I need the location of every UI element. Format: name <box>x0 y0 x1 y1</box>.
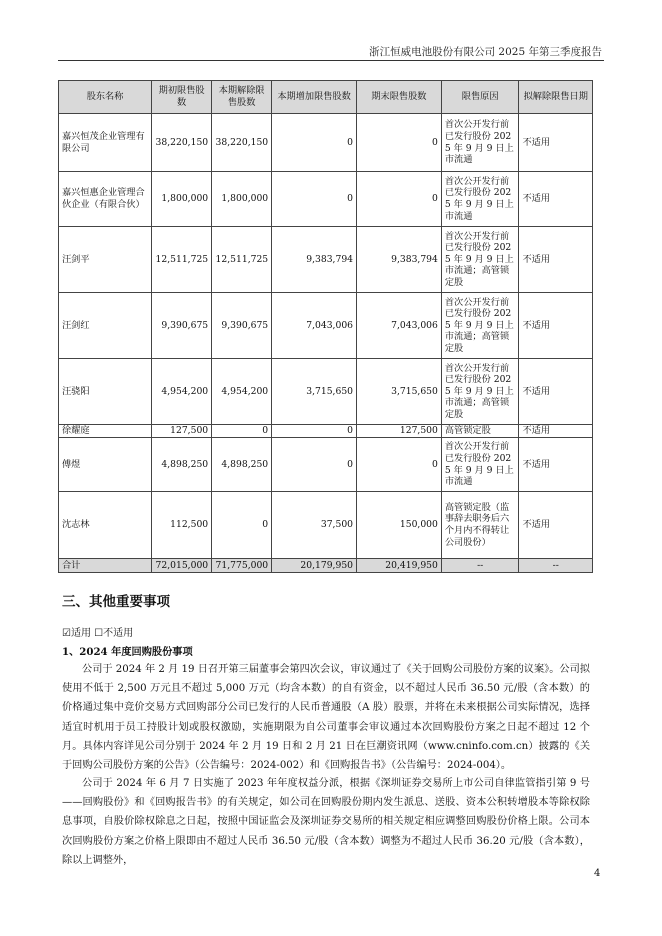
table-row <box>59 425 593 438</box>
added-shares: 7,043,006 <box>272 293 357 359</box>
end-shares: 0 <box>357 172 442 227</box>
applicable-label: 适用 <box>70 628 91 639</box>
restriction-reason: 高管锁定股（监事辞去职务后六个月内不得转让公司股份） <box>441 492 519 559</box>
released-shares: 4,954,200 <box>212 359 272 425</box>
subsection-title: 1、2024 年度回购股份事项 <box>62 646 193 658</box>
shareholder-name: 沈志林 <box>59 492 152 559</box>
checked-box-icon: ☑ <box>62 628 71 639</box>
not-applicable-label: 不适用 <box>103 628 134 639</box>
release-date: 不适用 <box>519 227 593 293</box>
begin-shares: 4,898,250 <box>152 438 212 492</box>
begin-shares: 1,800,000 <box>152 172 212 227</box>
released-shares: 1,800,000 <box>212 172 272 227</box>
end-shares: 127,500 <box>357 425 442 438</box>
table-row <box>59 114 593 172</box>
added-shares: 9,383,794 <box>272 227 357 293</box>
released-shares: 0 <box>212 492 272 559</box>
section-title: 三、其他重要事项 <box>62 594 170 610</box>
total-row <box>59 559 593 573</box>
shareholder-name: 傅煜 <box>59 438 152 492</box>
begin-shares: 38,220,150 <box>152 114 212 172</box>
col-header-released: 本期解除限售股数 <box>212 81 272 114</box>
shareholder-name: 汪骁阳 <box>59 359 152 425</box>
restriction-reason: 首次公开发行前已发行股份 2025 年 9 月 9 日上市流通；高管锁定股 <box>441 227 519 293</box>
col-header-reason: 限售原因 <box>441 81 519 114</box>
restriction-reason: 首次公开发行前已发行股份 2025 年 9 月 9 日上市流通；高管锁定股 <box>441 293 519 359</box>
table-row <box>59 438 593 492</box>
added-shares: 0 <box>272 438 357 492</box>
restriction-reason: 首次公开发行前已发行股份 2025 年 9 月 9 日上市流通 <box>441 438 519 492</box>
released-shares: 4,898,250 <box>212 438 272 492</box>
shareholder-name: 徐耀庭 <box>59 425 152 438</box>
end-shares: 3,715,650 <box>357 359 442 425</box>
total-added-shares: 20,179,950 <box>272 559 357 573</box>
col-header-begin: 期初限售股数 <box>152 81 212 114</box>
total-end-shares: 20,419,950 <box>357 559 442 573</box>
table-row <box>59 492 593 559</box>
released-shares: 38,220,150 <box>212 114 272 172</box>
total-begin-shares: 72,015,000 <box>152 559 212 573</box>
table-row <box>59 359 593 425</box>
applicable-selector <box>62 624 133 639</box>
table-row <box>59 293 593 359</box>
restriction-reason: 首次公开发行前已发行股份 2025 年 9 月 9 日上市流通；高管锁定股 <box>441 359 519 425</box>
table-header-row <box>59 81 593 114</box>
unchecked-box-icon: ☐ <box>94 628 104 639</box>
end-shares: 7,043,006 <box>357 293 442 359</box>
restriction-reason: 首次公开发行前已发行股份 2025 年 9 月 9 日上市流通 <box>441 172 519 227</box>
shareholder-name: 嘉兴恒惠企业管理合伙企业（有限合伙） <box>59 172 152 227</box>
added-shares: 3,715,650 <box>272 359 357 425</box>
total-label: 合计 <box>59 559 152 573</box>
restriction-reason: 高管锁定股 <box>441 425 519 438</box>
released-shares: 12,511,725 <box>212 227 272 293</box>
restriction-reason: 首次公开发行前已发行股份 2025 年 9 月 9 日上市流通 <box>441 114 519 172</box>
added-shares: 0 <box>272 425 357 438</box>
page-number: 4 <box>594 868 601 879</box>
paragraph-price-adjustment: 公司于 2024 年 6 月 7 日实施了 2023 年年度权益分派，根据《深圳证券交易所上市公司自律监管指引第 9 号——回购股份》和《回购报告书》的有关规定，如公司在回购股份期内发生派息、送股、资本公积转增股本等除权除息事项，自股价除权除息之日起，按照中国证监会及深圳证券交易所的相关规定相应调整回购股份价格上限。公司本次回购股份方案之价格上限即由不超过人民币 36.50 元/股（含本数）调整为不超过人民币 36.20 元/股（含本数），除以上调整外， <box>62 778 590 866</box>
released-shares: 9,390,675 <box>212 293 272 359</box>
end-shares: 9,383,794 <box>357 227 442 293</box>
page-header: 浙江恒威电池股份有限公司 2025 年第三季度报告 <box>369 46 602 58</box>
total-release-date: -- <box>519 559 593 573</box>
restricted-shares-table <box>58 80 593 573</box>
shareholder-name: 汪剑红 <box>59 293 152 359</box>
release-date: 不适用 <box>519 172 593 227</box>
total-reason: -- <box>441 559 519 573</box>
col-header-end: 期末限售股数 <box>357 81 442 114</box>
begin-shares: 112,500 <box>152 492 212 559</box>
release-date: 不适用 <box>519 492 593 559</box>
col-header-added: 本期增加限售股数 <box>272 81 357 114</box>
header-rule <box>58 60 604 61</box>
table-row <box>59 172 593 227</box>
begin-shares: 4,954,200 <box>152 359 212 425</box>
release-date: 不适用 <box>519 114 593 172</box>
added-shares: 37,500 <box>272 492 357 559</box>
end-shares: 0 <box>357 438 442 492</box>
col-header-name: 股东名称 <box>59 81 152 114</box>
begin-shares: 127,500 <box>152 425 212 438</box>
col-header-date: 拟解除限售日期 <box>519 81 593 114</box>
end-shares: 150,000 <box>357 492 442 559</box>
begin-shares: 12,511,725 <box>152 227 212 293</box>
total-released-shares: 71,775,000 <box>212 559 272 573</box>
shareholder-name: 汪剑平 <box>59 227 152 293</box>
end-shares: 0 <box>357 114 442 172</box>
release-date: 不适用 <box>519 293 593 359</box>
shareholder-name: 嘉兴恒茂企业管理有限公司 <box>59 114 152 172</box>
begin-shares: 9,390,675 <box>152 293 212 359</box>
paragraph-buyback-resolution: 公司于 2024 年 2 月 19 日召开第三届董事会第四次会议，审议通过了《关于回购公司股份方案的议案》。公司拟使用不低于 2,500 万元且不超过 5,000 万元（均含本数）的自有资金，以不超过人民币 36.50 元/股（含本数）的价格通过集中竞价交易方式回购部分公司已发行的人民币普通股（A 股）股票，并将在未来根据公司实际情况，选择适宜时机用于员工持股计划或股权激励，实施期限为自公司董事会审议通过本次回购股份方案之日起不超过 12 个月。具体内容详见公司分别于 2024 年 2 月 19 日和 2 月 21 日在巨潮资讯网（www.cninfo.com.cn）披露的《关于回购公司股份方案的公告》（公告编号：2024-002）和《回购报告书》（公告编号：2024-004）。 <box>62 664 590 772</box>
released-shares: 0 <box>212 425 272 438</box>
added-shares: 0 <box>272 114 357 172</box>
release-date: 不适用 <box>519 359 593 425</box>
release-date: 不适用 <box>519 438 593 492</box>
added-shares: 0 <box>272 172 357 227</box>
release-date: 不适用 <box>519 425 593 438</box>
table-row <box>59 227 593 293</box>
